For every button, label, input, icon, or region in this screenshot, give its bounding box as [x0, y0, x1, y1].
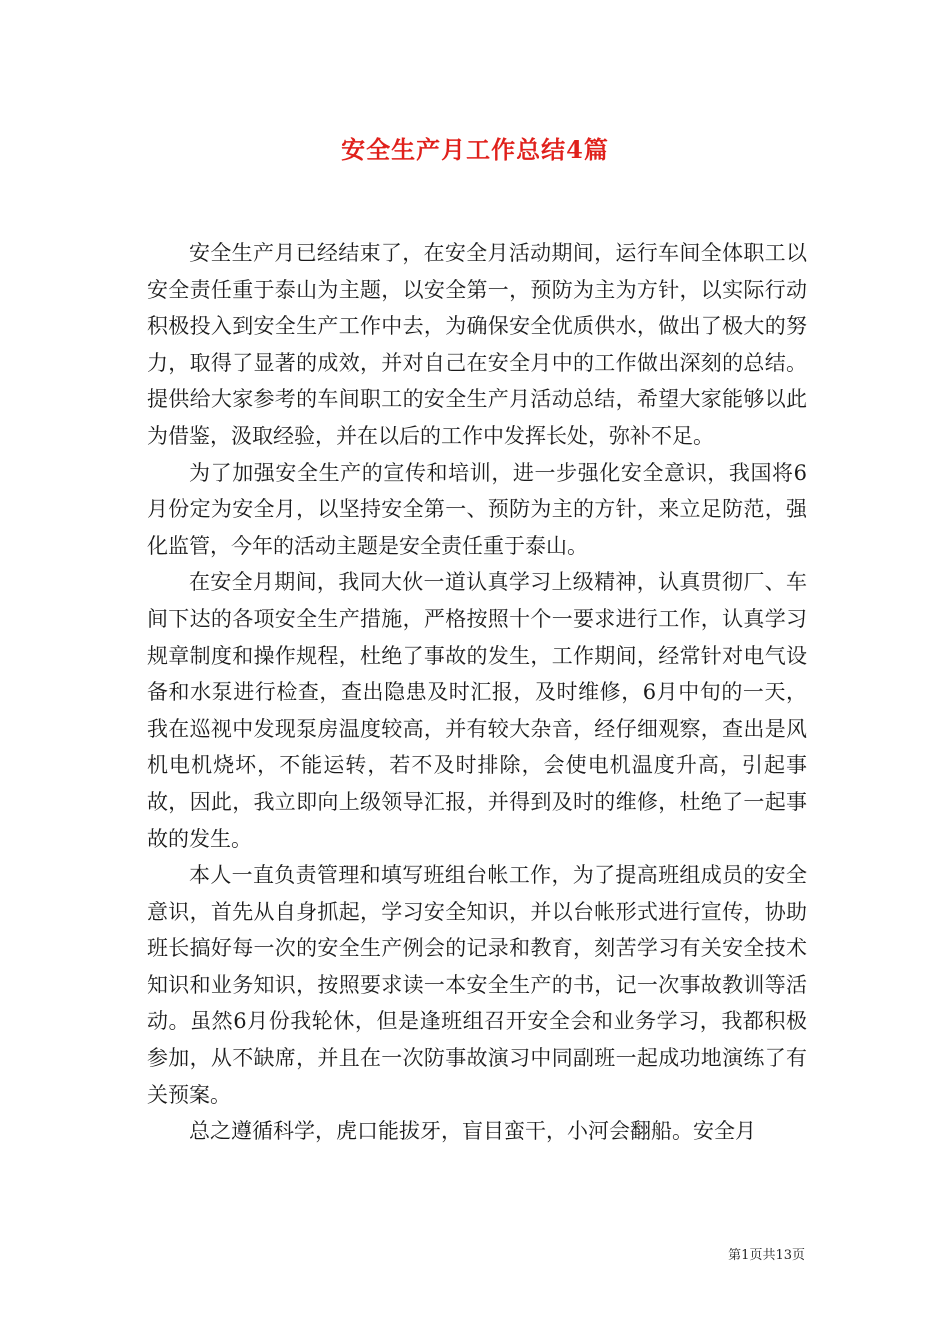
- paragraph-4: 本人一直负责管理和填写班组台帐工作，为了提高班组成员的安全意识，首先从自身抓起，学习安全知识，并以台帐形式进行宣传，协助班长搞好每一次的安全生产例会的记录和教育，刻苦学习有关安全技术知识和业务知识，按照要求读一本安全生产的书，记一次事故教训等活动。虽然6月份我轮休，但是逢班组召开安全会和业务学习，我都积极参加，从不缺席，并且在一次防事故演习中同副班一起成功地演练了有关预案。: [147, 863, 807, 1107]
- page-number-footer: 第1页共13页: [728, 1248, 805, 1263]
- paragraph-5: 总之遵循科学，虎口能拔牙，盲目蛮干，小河会翻船。安全月: [189, 1119, 756, 1144]
- document-body: [147, 235, 807, 1150]
- paragraph-1: 安全生产月已经结束了，在安全月活动期间，运行车间全体职工以安全责任重于泰山为主题，以安全第一，预防为主为方针，以实际行动积极投入到安全生产工作中去，为确保安全优质供水，做出了极大的努力，取得了显著的成效，并对自己在安全月中的工作做出深刻的总结。提供给大家参考的车间职工的安全生产月活动总结，希望大家能够以此为借鉴，汲取经验，并在以后的工作中发挥长处，弥补不足。: [147, 241, 807, 448]
- paragraph-2: 为了加强安全生产的宣传和培训，进一步强化安全意识，我国将6月份定为安全月，以坚持安全第一、预防为主的方针，来立足防范，强化监管，今年的活动主题是安全责任重于泰山。: [147, 460, 807, 558]
- document-title: 安全生产月工作总结4篇: [341, 135, 609, 164]
- paragraph-3: 在安全月期间，我同大伙一道认真学习上级精神，认真贯彻厂、车间下达的各项安全生产措施，严格按照十个一要求进行工作，认真学习规章制度和操作规程，杜绝了事故的发生，工作期间，经常针对电气设备和水泵进行检查，查出隐患及时汇报，及时维修，6月中旬的一天，我在巡视中发现泵房温度较高，并有较大杂音，经仔细观察，查出是风机电机烧坏，不能运转，若不及时排除，会使电机温度升高，引起事故，因此，我立即向上级领导汇报，并得到及时的维修，杜绝了一起事故的发生。: [147, 570, 807, 851]
